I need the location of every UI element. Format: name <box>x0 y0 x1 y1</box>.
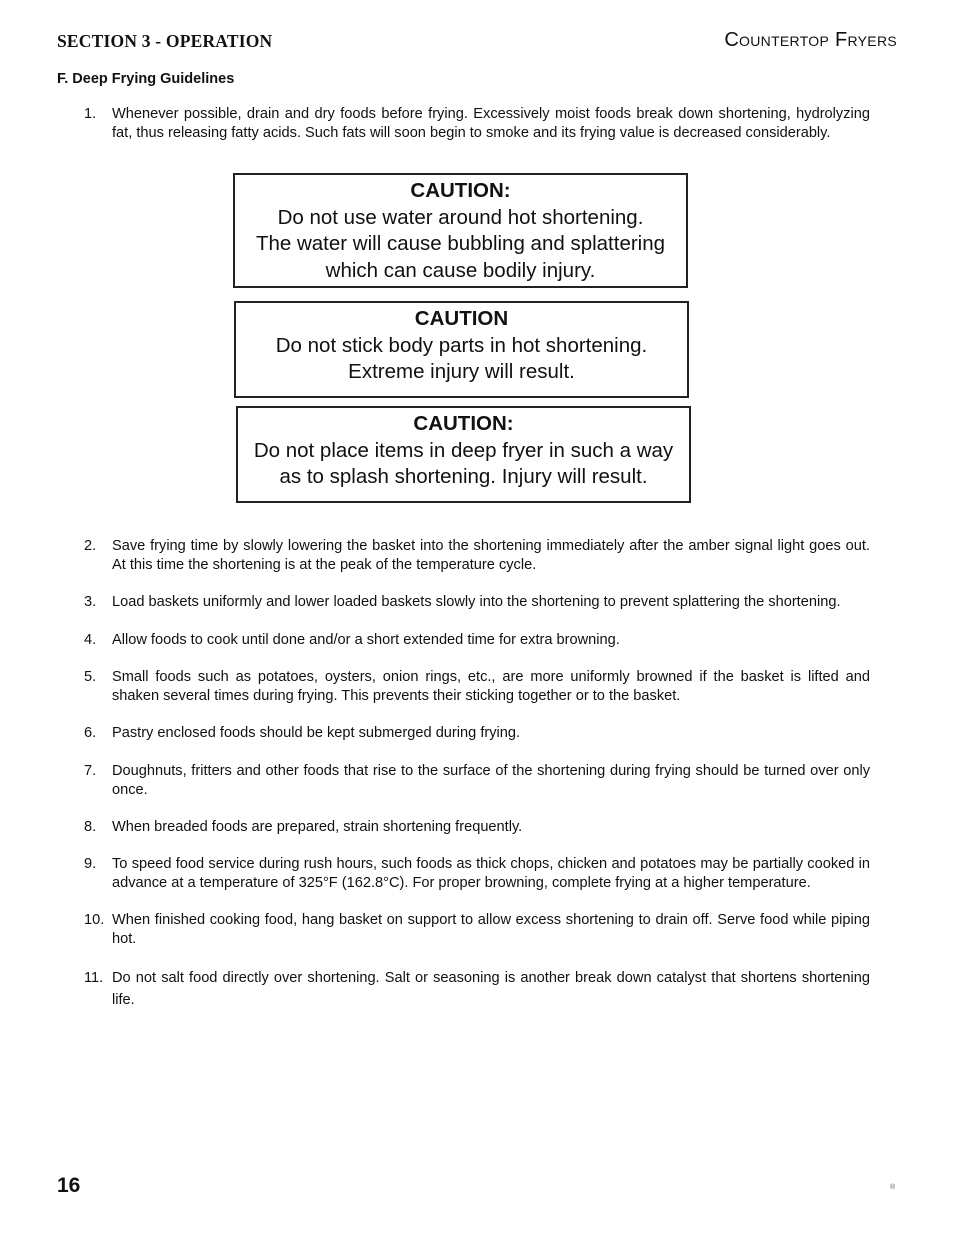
caution-line: Do not place items in deep fryer in such a way <box>253 438 674 462</box>
caution-title: CAUTION: <box>410 179 511 202</box>
item-text: To speed food service during rush hours, such foods as thick chops, chicken and potatoes may be partially cooked in advance at a temperature of 325°F (162.8°C). For proper browning, complete frying at a higher temperature. <box>112 856 870 891</box>
item-text: When breaded foods are prepared, strain shortening frequently. <box>112 819 523 835</box>
item-text: Allow foods to cook until done and/or a short extended time for extra browning. <box>112 632 620 648</box>
item-text: Save frying time by slowly lowering the basket into the shortening immediately after the amber signal light goes out. At this time the shortening is at the peak of the temperature cycle. <box>112 538 870 573</box>
caution-line: The water will cause bubbling and splattering <box>255 232 666 255</box>
caution-title: CAUTION <box>414 307 509 330</box>
page-number: 16 <box>57 1174 81 1197</box>
item-number: 3. <box>84 594 97 610</box>
caution-title: CAUTION: <box>413 412 514 435</box>
item-number: 1. <box>84 106 97 122</box>
guideline-item-2 <box>84 537 870 575</box>
item-text: Small foods such as potatoes, oysters, onion rings, etc., are more uniformly browned if the basket is lifted and shaken several times during frying. This prevents their sticking together or to the basket. <box>112 669 870 704</box>
caution-line: which can cause bodily injury. <box>325 258 596 282</box>
guideline-item-7 <box>84 762 870 800</box>
guideline-item-6 <box>84 724 870 743</box>
item-text: Doughnuts, fritters and other foods that rise to the surface of the shortening during frying should be turned over only once. <box>112 763 870 798</box>
guideline-item-5 <box>84 668 870 706</box>
item-number: 9. <box>84 856 97 872</box>
caution-line: as to splash shortening. Injury will result. <box>279 465 648 488</box>
item-text: Load baskets uniformly and lower loaded baskets slowly into the shortening to prevent splattering the shortening. <box>112 594 841 610</box>
item-text: When finished cooking food, hang basket on support to allow excess shortening to drain off. Serve food while piping hot. <box>112 912 870 947</box>
item-number: 5. <box>84 669 97 685</box>
item-text: Pastry enclosed foods should be kept submerged during frying. <box>112 725 521 741</box>
caution-line: Do not stick body parts in hot shortening. <box>275 333 648 357</box>
item-number: 6. <box>84 725 97 741</box>
caution-line: Do not use water around hot shortening. <box>277 205 644 229</box>
guideline-item-1 <box>84 105 870 143</box>
item-text: Do not salt food directly over shortening. Salt or seasoning is another break down catalyst that shortens shortening life. <box>112 970 870 1008</box>
guideline-item-9 <box>84 855 870 893</box>
item-number: 4. <box>84 632 97 648</box>
item-number: 7. <box>84 763 97 779</box>
item-number: 2. <box>84 538 97 554</box>
section-heading: F. Deep Frying Guidelines <box>57 71 235 87</box>
guideline-item-8 <box>84 818 870 837</box>
item-number: 10. <box>84 912 105 928</box>
guideline-item-11 <box>84 967 870 1011</box>
registered-mark: ® <box>890 1184 896 1191</box>
caution-box-splash <box>236 406 691 503</box>
item-number: 11. <box>84 970 104 986</box>
item-text: Whenever possible, drain and dry foods before frying. Excessively moist foods break down shortening, hydrolyzing fat, thus releasing fatty acids. Such fats will soon begin to smoke and its frying value is decreased considerably. <box>112 106 870 141</box>
caution-box-water <box>233 173 688 288</box>
caution-box-body-parts <box>234 301 689 398</box>
section-header: SECTION 3 - OPERATION <box>57 31 273 51</box>
guideline-item-4 <box>84 631 870 650</box>
item-number: 8. <box>84 819 97 835</box>
guideline-item-10 <box>84 911 870 949</box>
guideline-item-3 <box>84 593 870 612</box>
caution-line: Extreme injury will result. <box>348 360 575 383</box>
product-title: Countertop Fryers <box>724 29 897 51</box>
